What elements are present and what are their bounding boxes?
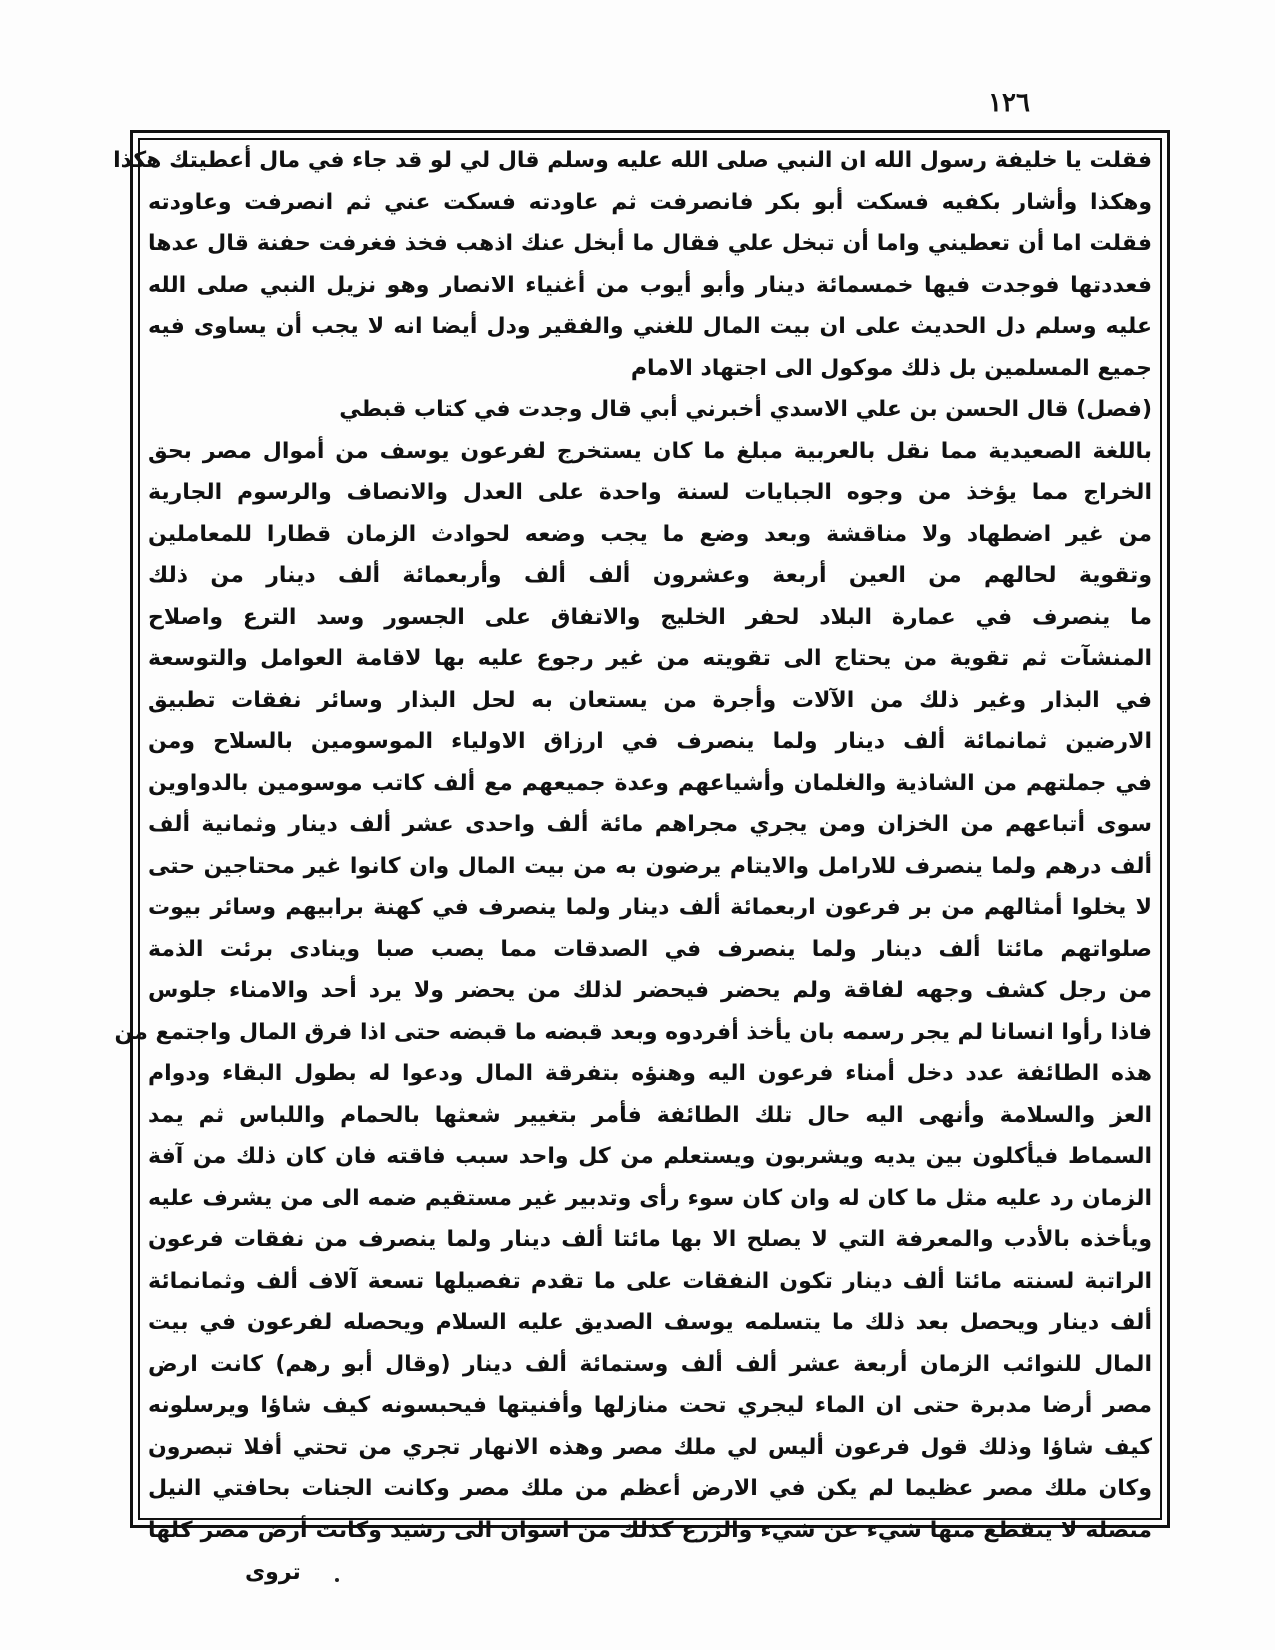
text-line: من رجل كشف وجهه لفاقة ولم يحضر فيحضر لذلك من يحضر ولا يرد أحد والامناء جلوس: [148, 978, 1152, 1003]
text-line: لا يخلوا أمثالهم من بر فرعون اربعمائة ألف دينار ولما ينصرف في كهنة برابيهم وسائر بيوت: [148, 895, 1152, 920]
text-line: فاذا رأوا انسانا لم يجر رسمه بان يأخذ أفردوه وبعد قبضه ما قبضه حتى اذا فرق المال واجتمع من: [114, 1019, 1152, 1045]
text-line: سوى أتباعهم من الخزان ومن يجري مجراهم مائة ألف واحدى عشر ألف دينار وثمانية ألف: [148, 812, 1152, 837]
text-line: فقلت يا خليفة رسول الله ان النبي صلى الله عليه وسلم قال لي لو قد جاء في مال أعطيتك هكذا: [113, 148, 1152, 173]
text-line: الراتبة لسنته مائتا ألف دينار تكون النفقات على ما تقدم تفصيلها تسعة آلاف ألف وثمانمائة: [148, 1268, 1152, 1294]
catchword: تروى: [245, 1560, 301, 1585]
text-line: وكان ملك مصر عظيما لم يكن في الارض أعظم من ملك مصر وكانت الجنات بحافتي النيل: [148, 1476, 1152, 1501]
text-line: وتقوية لحالهم من العين أربعة وعشرون ألف ألف وأربعمائة ألف دينار من ذلك: [148, 563, 1152, 588]
text-line: فعددتها فوجدت فيها خمسمائة دينار وأبو أيوب من أغنياء الانصار وهو نزيل النبي صلى الله: [148, 272, 1152, 298]
text-line: جميع المسلمين بل ذلك موكول الى اجتهاد الامام: [630, 355, 1152, 381]
text-line: كيف شاؤا وذلك قول فرعون أليس لي ملك مصر وهذه الانهار تجري من تحتي أفلا تبصرون: [148, 1434, 1152, 1460]
text-line: الزمان رد عليه مثل ما كان له وان كان سوء رأى وتدبير غير مستقيم ضمه الى من يشرف عليه: [148, 1185, 1152, 1211]
page-number: ١٢٦: [988, 88, 1030, 118]
text-line: مصر أرضا مدبرة حتى ان الماء ليجري تحت منازلها وأفنيتها فيحبسونه كيف شاؤا ويرسلونه: [148, 1393, 1152, 1418]
text-line: العز والسلامة وأنهى اليه حال تلك الطائفة فأمر بتغيير شعثها بالحمام واللباس ثم يمد: [148, 1102, 1152, 1128]
ink-dot: [335, 1578, 339, 1582]
text-line: عليه وسلم دل الحديث على ان بيت المال للغني والفقير ودل أيضا انه لا يجب أن يساوى فيه: [148, 314, 1152, 339]
text-line: هذه الطائفة عدد دخل أمناء فرعون اليه وهنؤه بتفرقة المال ودعوا له بطول البقاء ودوام: [148, 1061, 1152, 1086]
text-line: (فصل) قال الحسن بن علي الاسدي أخبرني أبي قال وجدت في كتاب قبطي: [339, 397, 1152, 422]
text-line: السماط فيأكلون بين يديه ويشربون ويستعلم من كل واحد سبب فاقته فان كان ذلك من آفة: [148, 1144, 1152, 1169]
text-line: ما ينصرف في عمارة البلاد لحفر الخليج والاتفاق على الجسور وسد الترع واصلاح: [148, 604, 1152, 630]
text-line: في البذار وغير ذلك من الآلات وأجرة من يستعان به لحل البذار وسائر نفقات تطبيق: [148, 687, 1152, 713]
text-line: من غير اضطهاد ولا مناقشة وبعد وضع ما يجب وضعه لحوادث الزمان قطارا للمعاملين: [148, 521, 1152, 547]
text-line: ألف دينار ويحصل بعد ذلك ما يتسلمه يوسف الصديق عليه السلام ويحصله لفرعون في بيت: [148, 1310, 1152, 1335]
text-line: وهكذا وأشار بكفيه فسكت أبو بكر فانصرفت ثم عاودته فسكت عني ثم انصرفت وعاودته: [148, 189, 1152, 215]
body-text-block: [113, 140, 1152, 1543]
text-line: المال للنوائب الزمان أربعة عشر ألف ألف وستمائة ألف دينار (وقال أبو رهم) كانت ارض: [148, 1351, 1152, 1377]
text-line: صلواتهم مائتا ألف دينار ولما ينصرف في الصدقات مما يصب صبا وينادى برئت الذمة: [148, 936, 1152, 962]
text-line: متصلة لا ينقطع منها شيء عن شيء والزرع كذلك من اسوان الى رشيد وكانت أرض مصر كلها: [148, 1517, 1152, 1543]
text-line: في جملتهم من الشاذية والغلمان وأشياعهم وعدة جميعهم مع ألف كاتب موسومين بالدواوين: [148, 770, 1152, 796]
text-line: الخراج مما يؤخذ من وجوه الجبايات لسنة واحدة على العدل والانصاف والرسوم الجارية: [148, 480, 1152, 505]
text-line: المنشآت ثم تقوية من يحتاج الى تقويته من غير رجوع عليه بها لاقامة العوامل والتوسعة: [148, 646, 1152, 671]
text-line: الارضين ثمانمائة ألف دينار ولما ينصرف في ارزاق الاولياء الموسومين بالسلاح ومن: [148, 729, 1152, 754]
text-line: ويأخذه بالأدب والمعرفة التي لا يصلح الا بها مائتا ألف دينار ولما ينصرف من نفقات فرعون: [148, 1227, 1152, 1252]
text-line: فقلت اما أن تعطيني واما أن تبخل علي فقال ما أبخل عنك اذهب فخذ فغرفت حفنة قال عدها: [148, 231, 1152, 256]
text-line: ألف درهم ولما ينصرف للارامل والايتام يرضون به من بيت المال وان كانوا غير محتاجين حتى: [148, 853, 1152, 879]
text-line: باللغة الصعيدية مما نقل بالعربية مبلغ ما كان يستخرج لفرعون يوسف من أموال مصر بحق: [148, 438, 1152, 464]
